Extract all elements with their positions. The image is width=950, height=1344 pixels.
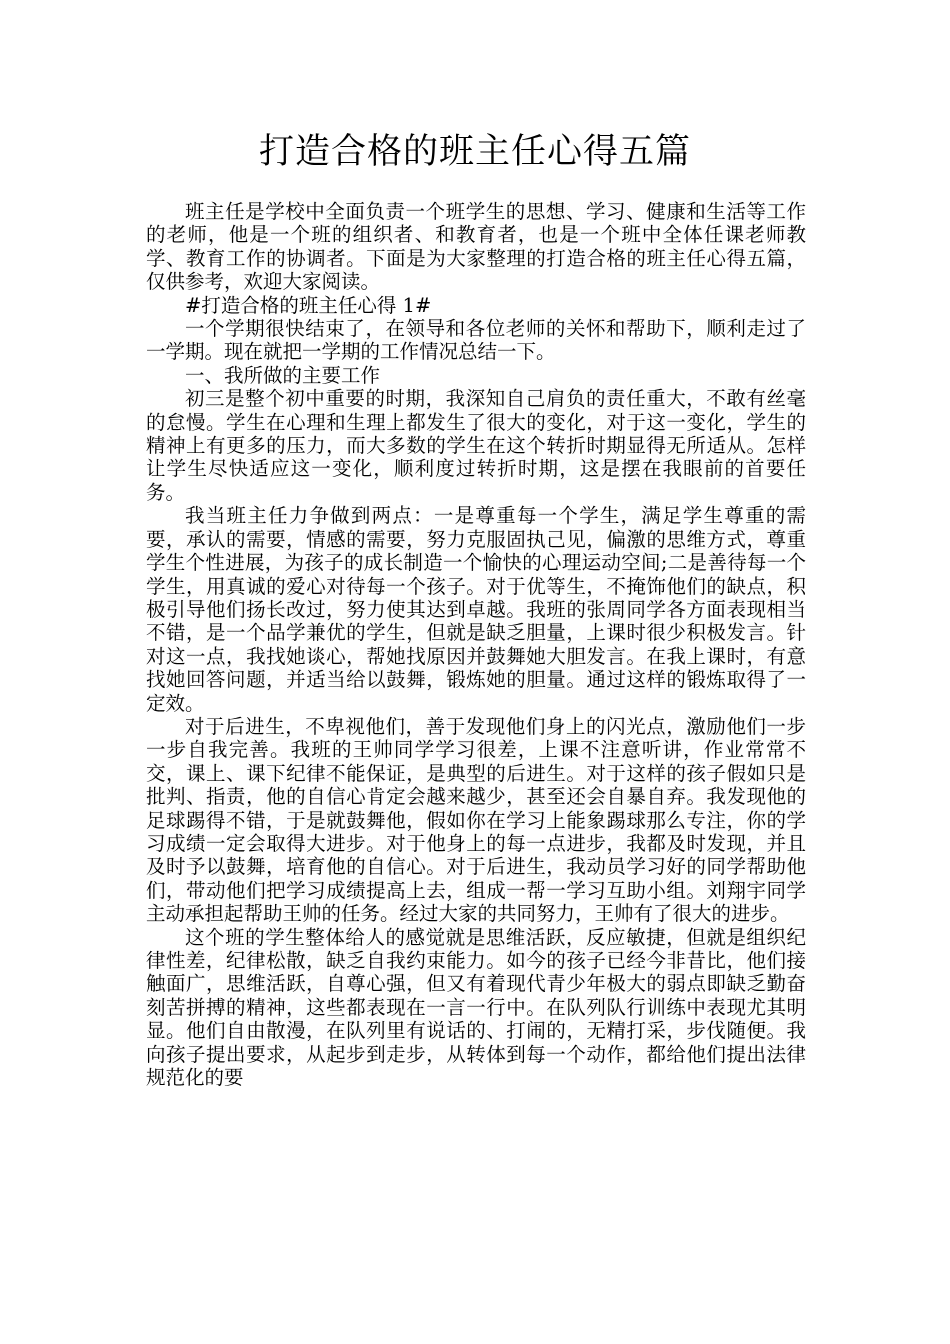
- document-body: [146, 200, 806, 1089]
- document-title: 打造合格的班主任心得五篇: [258, 132, 691, 172]
- subsection-heading: 一、我所做的主要工作: [185, 363, 381, 387]
- paragraph: 这个班的学生整体给人的感觉就是思维活跃，反应敏捷，但就是组织纪律性差，纪律松散，缺乏自我约束能力。如今的孩子已经今非昔比，他们接触面广，思维活跃，自尊心强，但又有着现代青少年极大的弱点即缺乏勤奋刻苦拼搏的精神，这些都表现在一言一行中。在队列队行训练中表现尤其明显。他们自由散漫，在队列里有说话的、打闹的，无精打采，步伐随便。我向孩子提出要求，从起步到走步，从转体到每一个动作，都给他们提出法律规范化的要: [146, 925, 806, 1090]
- paragraph-intro: 班主任是学校中全面负责一个班学生的思想、学习、健康和生活等工作的老师，他是一个班的组织者、和教育者，也是一个班中全体任课老师教学、教育工作的协调者。下面是为大家整理的打造合格的班主任心得五篇，仅供参考，欢迎大家阅读。: [146, 200, 806, 294]
- section-heading-1: #打造合格的班主任心得 1#: [185, 293, 432, 317]
- paragraph: 一个学期很快结束了，在领导和各位老师的关怀和帮助下，顺利走过了一学期。现在就把一学期的工作情况总结一下。: [146, 317, 806, 364]
- paragraph: 我当班主任力争做到两点：一是尊重每一个学生，满足学生尊重的需要，承认的需要，情感的需要，努力克服固执己见，偏激的思维方式，尊重学生个性进展，为孩子的成长制造一个愉快的心理运动空间;二是善待每一个学生，用真诚的爱心对待每一个孩子。对于优等生，不掩饰他们的缺点，积极引导他们扬长改过，努力使其达到卓越。我班的张周同学各方面表现相当不错，是一个品学兼优的学生，但就是缺乏胆量，上课时很少积极发言。针对这一点，我找她谈心，帮她找原因并鼓舞她大胆发言。在我上课时，有意找她回答问题，并适当给以鼓舞，锻炼她的胆量。通过这样的锻炼取得了一定效。: [146, 504, 806, 715]
- paragraph: 对于后进生，不卑视他们，善于发现他们身上的闪光点，激励他们一步一步自我完善。我班的王帅同学学习很差，上课不注意听讲，作业常常不交，课上、课下纪律不能保证，是典型的后进生。对于这样的孩子假如只是批判、指责，他的自信心肯定会越来越少，甚至还会自暴自弃。我发现他的足球踢得不错，于是就鼓舞他，假如你在学习上能象踢球那么专注，你的学习成绩一定会取得大进步。对于他身上的每一点进步，我都及时发现，并且及时予以鼓舞，培育他的自信心。对于后进生，我动员学习好的同学帮助他们，带动他们把学习成绩提高上去，组成一帮一学习互助小组。刘翔宇同学主动承担起帮助王帅的任务。经过大家的共同努力，王帅有了很大的进步。: [146, 714, 806, 926]
- paragraph: 初三是整个初中重要的时期，我深知自己肩负的责任重大，不敢有丝毫的怠慢。学生在心理和生理上都发生了很大的变化，对于这一变化，学生的精神上有更多的压力，而大多数的学生在这个转折时期显得无所适从。怎样让学生尽快适应这一变化，顺利度过转折时期，这是摆在我眼前的首要任务。: [146, 387, 806, 504]
